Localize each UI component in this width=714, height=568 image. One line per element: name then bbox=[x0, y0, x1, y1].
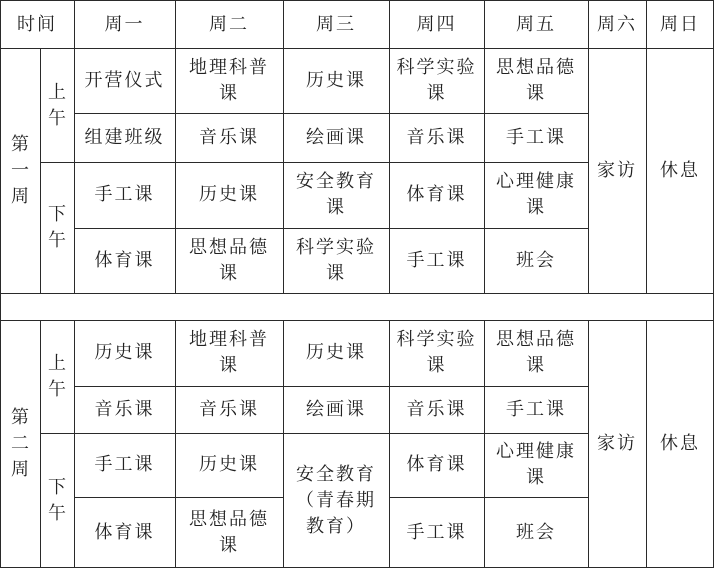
week-2-r2-c1-course: 音乐课 bbox=[94, 398, 155, 420]
week-2-r4-c2-course: 思想品德课 bbox=[189, 508, 269, 556]
week-1-r1-c5-course: 思想品德课 bbox=[496, 57, 576, 104]
week-1-r2-c2-course: 音乐课 bbox=[199, 126, 259, 148]
week-1-r1-c3-course: 历史课 bbox=[306, 70, 366, 91]
header-thursday: 周四 bbox=[416, 13, 457, 35]
week-2-r3-c2-course: 历史课 bbox=[199, 454, 259, 475]
grid-line bbox=[0, 293, 714, 294]
header-friday: 周五 bbox=[516, 13, 556, 35]
week-2-r1-c4-course: 科学实验课 bbox=[396, 329, 477, 376]
week-2-r3-c3-course: 安全教育（青春期教育） bbox=[296, 463, 376, 537]
week-1-r1-c4-course: 科学实验课 bbox=[396, 57, 477, 104]
header-tuesday: 周二 bbox=[209, 13, 249, 35]
week-1-label: 第一周 bbox=[11, 134, 29, 207]
week-1-r1-c2-course: 地理科普课 bbox=[189, 57, 269, 104]
week-2-label: 第二周 bbox=[11, 407, 29, 480]
week-2-r1-c2-course: 地理科普课 bbox=[189, 329, 269, 376]
header-time: 时间 bbox=[17, 13, 57, 35]
week-1-saturday: 家访 bbox=[597, 160, 637, 181]
week-2-r2-c5-course: 手工课 bbox=[506, 398, 566, 420]
week-1-r4-c4-course: 手工课 bbox=[406, 249, 467, 271]
week-2-r2-c3-course: 绘画课 bbox=[306, 398, 366, 420]
week-1-r4-c1-course: 体育课 bbox=[94, 249, 155, 271]
week-1-r1-c1-course: 开营仪式 bbox=[84, 70, 165, 91]
week-1-r2-c5-course: 手工课 bbox=[506, 126, 566, 148]
header-wednesday: 周三 bbox=[316, 13, 356, 35]
week-2-r3-c5-course: 心理健康课 bbox=[496, 441, 576, 488]
week-1-r3-c5-course: 心理健康课 bbox=[496, 171, 576, 218]
week-2-r2-c4-course: 音乐课 bbox=[406, 398, 467, 420]
week-2-r4-c5-course: 班会 bbox=[516, 521, 556, 543]
week-2-sunday: 休息 bbox=[660, 433, 700, 454]
week-2-r1-c3-course: 历史课 bbox=[306, 342, 366, 363]
week-1-r2-c4-course: 音乐课 bbox=[406, 126, 467, 148]
week-2-afternoon-label: 下午 bbox=[48, 476, 66, 524]
week-1-r3-c2-course: 历史课 bbox=[199, 184, 259, 205]
week-1-r4-c3-course: 科学实验课 bbox=[296, 236, 376, 284]
week-2-saturday: 家访 bbox=[597, 433, 637, 454]
week-2-r2-c2-course: 音乐课 bbox=[199, 398, 259, 420]
week-1-sunday: 休息 bbox=[660, 160, 700, 181]
week-1-r3-c3-course: 安全教育课 bbox=[296, 171, 376, 218]
week-2-r3-c4-course: 体育课 bbox=[406, 454, 467, 475]
week-2-r4-c1-course: 体育课 bbox=[94, 521, 155, 543]
week-2-morning-label: 上午 bbox=[48, 352, 66, 400]
week-2-r1-c1-course: 历史课 bbox=[94, 342, 155, 363]
week-1-r4-c5-course: 班会 bbox=[516, 249, 556, 271]
week-2-r1-c5-course: 思想品德课 bbox=[496, 329, 576, 376]
week-2-r3-c1-course: 手工课 bbox=[94, 454, 155, 475]
header-sunday: 周日 bbox=[660, 13, 700, 35]
week-1-morning-label: 上午 bbox=[48, 81, 66, 129]
week-1-r2-c3-course: 绘画课 bbox=[306, 126, 366, 148]
week-1-r2-c1-course: 组建班级 bbox=[84, 126, 165, 148]
header-monday: 周一 bbox=[104, 13, 145, 35]
week-1-r4-c2-course: 思想品德课 bbox=[189, 236, 269, 284]
week-2-r4-c4-course: 手工课 bbox=[406, 521, 467, 543]
header-saturday: 周六 bbox=[597, 13, 637, 35]
week-1-afternoon-label: 下午 bbox=[48, 203, 66, 251]
week-1-r3-c4-course: 体育课 bbox=[406, 184, 467, 205]
week-1-r3-c1-course: 手工课 bbox=[94, 184, 155, 205]
